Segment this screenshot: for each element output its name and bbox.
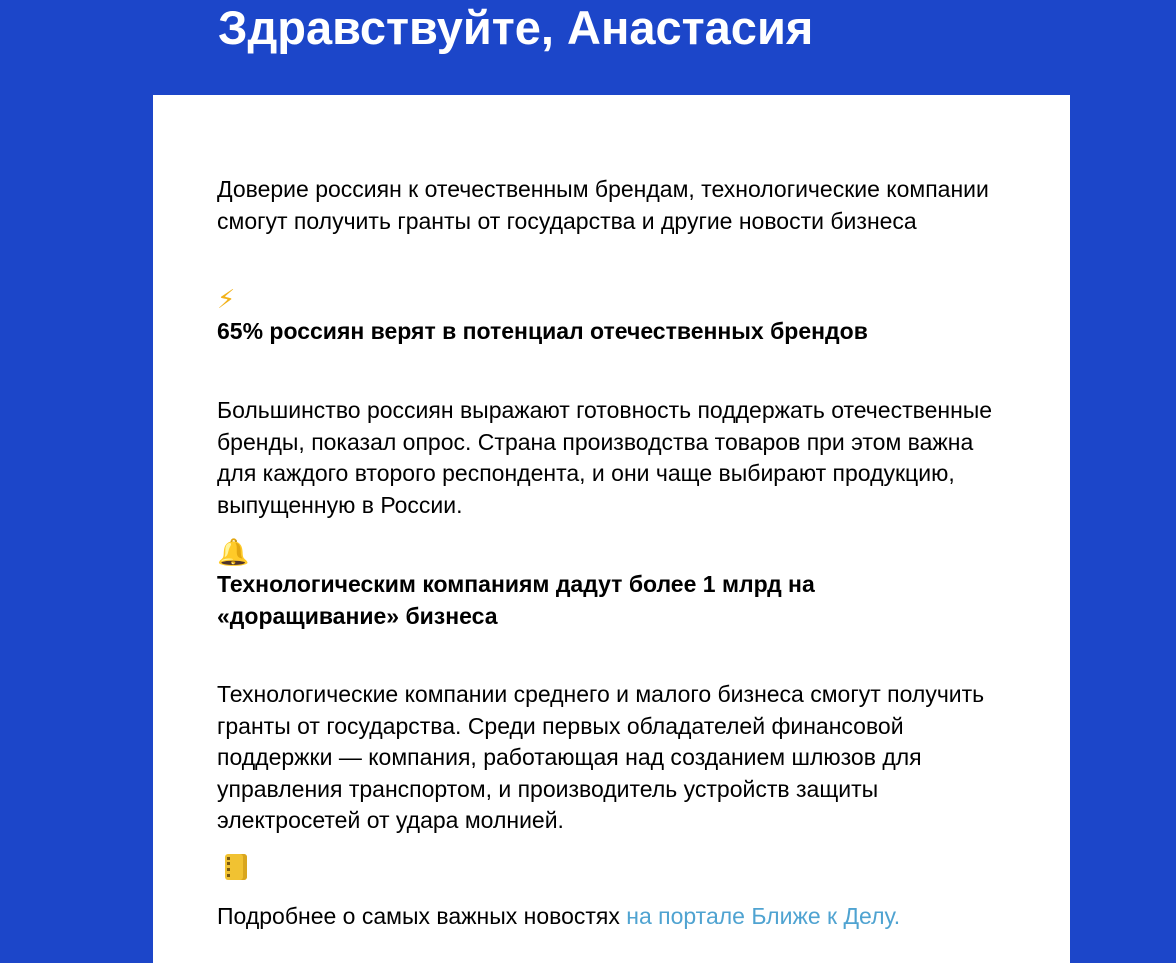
more-news-line [217,901,900,933]
greeting-title: Здравствуйте, Анастасия [218,1,814,54]
notebook-icon [225,854,247,887]
lightning-icon: ⚡ [217,285,236,315]
section-body: Большинство россиян выражают готовность поддержать отечественные бренды, показал опрос. Страна производства товаров при этом важна для каждого второго респондента, и они чаще выбирают продукцию, выпущенную в России. [217,397,993,518]
section-body: Технологические компании среднего и малого бизнеса смогут получить гранты от государства. Среди первых обладателей финансовой поддержки — компания, работающая над созданием шлюзов для управления транспортом, и производитель устройств защиты электросетей от удара молнией. [217,681,985,833]
more-news-text: Подробнее о самых важных новостях [217,903,627,929]
newsletter-card [153,95,1070,963]
section-headline: 65% россиян верят в потенциал отечественных брендов [217,318,868,344]
portal-link[interactable]: на портале Ближе к Делу. [626,903,901,929]
bell-icon: 🔔 [217,538,250,568]
intro-text: Доверие россиян к отечественным брендам, технологические компании смогут получить гранты от государства и другие новости бизнеса [217,176,989,234]
section-headline: Технологическим компаниям дадут более 1 млрд на «доращивание» бизнеса [217,571,815,629]
